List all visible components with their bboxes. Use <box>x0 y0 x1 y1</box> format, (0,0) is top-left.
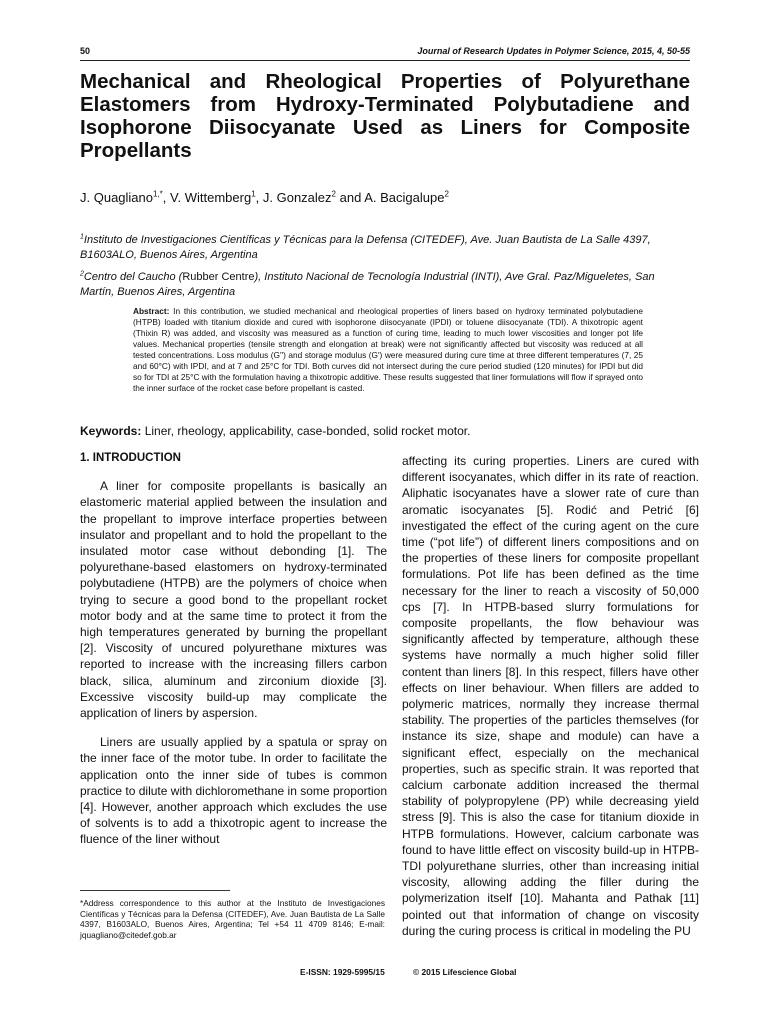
correspondence-footnote: *Address correspondence to this author at the Instituto de Investigaciones Científicas y Técnicas para la Defensa (CITEDEF), Ave. Juan Bautista de La Salle 4397, B1603ALO, Buenos Aires, Argentina; Tel +54 11 4709 8146; E-mail: jquagliano@citedef.gob.ar <box>80 898 385 940</box>
footer-copyright: © 2015 Lifescience Global <box>413 967 517 977</box>
body-column-right <box>402 453 699 952</box>
section-heading: 1. INTRODUCTION <box>80 452 181 464</box>
body-paragraph: affecting its curing properties. Liners are cured with different isocyanates, which differ in its rate of reaction. Aliphatic isocyanates have a slower rate of cure than aromatic isocyanates [5]. Rodić and Petrić [6] investigated the effect of the curing agent on the cure time (“pot life”) of different liners compositions and on the properties of these liners for composite propellant formulations. Pot life has been defined as the time necessary for the liner to reach a viscosity of 50,000 cps [7]. In HTPB-based slurry formulations for composite propellants, the flow behaviour was significantly affected by temperature, although these systems have normally a much higher solid filler content than liners [8]. In this respect, fillers have other effects on liner behaviour. When fillers are added to polymeric matrices, normally they increase thermal stability. The properties of the particles themselves (for instance its size, shape and module) can have a significant effect, especially on the mechanical properties, such as specific strain. It was reported that calcium carbonate addition increased the thermal stability of polypropylene (PP) while decreasing yield stress [9]. This is also the case for titanium dioxide in HTPB formulations. However, calcium carbonate was found to have little effect on viscosity build-up in HTPB-TDI polyurethane slurries, other than increasing initial viscosity, allowing adding the filler during the polymerization itself [10]. Mahanta and Pathak [11] pointed out that information of change on viscosity during the curing process is critical in modeling the PU <box>402 454 699 938</box>
author-affiliation-mark: 2 <box>444 189 449 199</box>
journal-citation: Journal of Research Updates in Polymer Science, 2015, 4, 50-55 <box>417 46 690 56</box>
author-affiliation-mark: 1 <box>251 189 256 199</box>
keywords <box>80 424 690 438</box>
author-list: J. Quagliano$^{1,*}$, V. Wittemberg$^1$, J. Gonzalez$^2$ and A. Bacigalupe$^2$ <box>80 189 449 205</box>
author-affiliation-mark: 2 <box>331 189 336 199</box>
affiliation-1: $^1$Instituto de Investigaciones Científicas y Técnicas para la Defensa (CITEDEF), Ave. Juan Bautista de La Salle 4397, B1603ALO, Buenos Aires, Argentina <box>80 233 651 261</box>
author-affiliation-mark: 1,* <box>153 189 163 199</box>
author-name: A. Bacigalupe <box>364 190 445 205</box>
keywords-label: Keywords: <box>80 424 142 438</box>
author-name: J. Quagliano <box>80 190 153 205</box>
footnote-rule <box>80 890 230 891</box>
abstract-label: Abstract: <box>133 306 170 316</box>
body-column-left <box>80 450 387 861</box>
body-paragraph: A liner for composite propellants is basically an elastomeric material applied between the insulation and the propellant to improve interface properties between insulator and propellant and to hold the propellant to the insulated motor case without debonding [1]. The polyurethane-based elastomers on hydroxy-terminated polybutadiene (HTPB) are the polymers of choice when trying to secure a good bond to the propellant rocket motor body and at the same time to protect it from the high temperatures generated by burning the propellant [2]. Viscosity of uncured polyurethane mixtures was reported to increase with the increasing fillers carbon black, silica, aluminum and zirconium dioxide [3]. Excessive viscosity build-up may complicate the application of liners by aspersion. <box>80 479 387 721</box>
page-number: 50 <box>80 46 91 56</box>
body-paragraph: Liners are usually applied by a spatula or spray on the inner face of the motor tube. In order to facilitate the application onto the inner side of tubes is common practice to dilute with dichloromethane in some proportion [4]. However, another approach which excludes the use of solvents is to add a thixotropic agent to increase the fluence of the liner without <box>80 735 387 847</box>
footer-issn: E-ISSN: 1929-5995/15 <box>300 967 385 977</box>
keywords-text: Liner, rheology, applicability, case-bonded, solid rocket motor. <box>144 424 471 438</box>
author-name: J. Gonzalez <box>262 190 332 205</box>
article-title: Mechanical and Rheological Properties of Polyurethane Elastomers from Hydroxy-Terminated Polybutadiene and Isophorone Diisocyanate Used as Liners for Composite Propellants <box>80 70 690 162</box>
header-rule <box>80 60 690 61</box>
abstract <box>133 306 643 394</box>
running-head <box>80 46 690 60</box>
author-name: V. Wittemberg <box>170 190 252 205</box>
affiliation-2: $^2$Centro del Caucho (Rubber Centre), Instituto Nacional de Tecnología Industrial (INTI), Ave Gral. Paz/Migueletes, San Martín, Buenos Aires, Argentina <box>80 270 655 298</box>
abstract-text: In this contribution, we studied mechanical and rheological properties of liners based on hydroxy terminated polybutadiene (HTPB) loaded with titanium dioxide and cured with isophorone diisocyanate (IPDI) or toluene diisocyanate (TDI). A thixotropic agent (Thixin R) was added, and viscosity was measured as a function of curing time, leading to much lower viscosities and longer pot life values. Mechanical properties (tensile strength and elongation at break) were not significantly affected but viscosity was reduced at all tested concentrations. Loss modulus (G'') and storage modulus (G') were measured during cure time at three different temperatures (7, 25 and 60°C) with IPDI, and at 7 and 25°C for TDI. Both curves did not intersect during the cure period studied (120 minutes) for IPDI but did so for TDI at 25°C with the formulation having a thixotropic additive. These results suggested that liner formulations will flow if sprayed onto the inner surface of the rocket case before propellant is casted. <box>133 306 643 393</box>
